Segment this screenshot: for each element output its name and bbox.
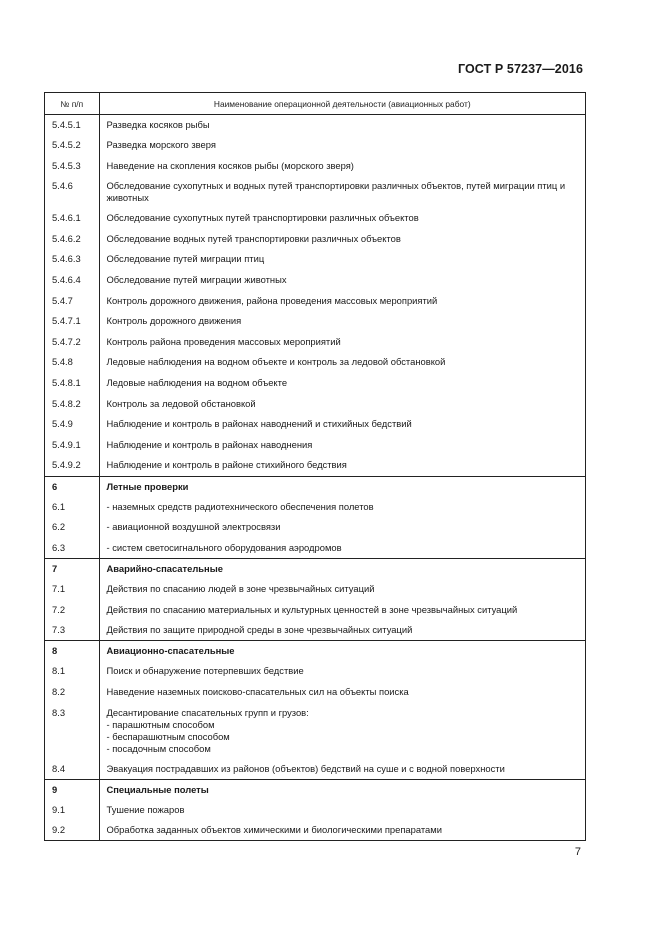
activity-text: Авиационно-спасательные [106, 645, 235, 657]
activity-text: Эвакуация пострадавших из районов (объектов) бедствий на суше и с водной поверхности [106, 762, 505, 774]
activity-text: Обследование водных путей транспортировки различных объектов [106, 232, 401, 244]
row-number: 5.4.7 [45, 291, 99, 312]
activity-text: Действия по спасанию людей в зоне чрезвычайных ситуаций [106, 582, 375, 594]
activity-text: Наблюдение и контроль в районах наводнений и стихийных бедствий [106, 418, 412, 430]
activity-text: Тушение пожаров [106, 803, 185, 815]
table-row [45, 820, 585, 841]
row-activity-name [99, 579, 585, 600]
activity-text: Действия по защите природной среды в зоне чрезвычайных ситуаций [106, 624, 413, 636]
row-number: 5.4.6.1 [45, 208, 99, 229]
column-header-number: № п/п [45, 93, 99, 115]
activity-text: Ледовые наблюдения на водном объекте [106, 377, 288, 389]
row-number: 5.4.9.1 [45, 435, 99, 456]
table-row [45, 414, 585, 435]
row-activity-name [99, 176, 585, 208]
row-number: 7.3 [45, 620, 99, 641]
row-number: 5.4.8.1 [45, 373, 99, 394]
section-row [45, 779, 585, 800]
activity-text: Разведка косяков рыбы [106, 119, 210, 130]
row-activity-name [99, 600, 585, 621]
activity-text: Наблюдение и контроль в районе стихийного бедствия [106, 459, 347, 471]
table-row [45, 620, 585, 641]
row-number: 5.4.5.2 [45, 135, 99, 156]
table-row [45, 800, 585, 821]
row-activity-name [99, 641, 585, 662]
operations-table [44, 92, 586, 841]
table-row [45, 176, 585, 208]
table-row [45, 435, 585, 456]
activity-text: Наведение наземных поисково-спасательных сил на объекты поиска [106, 685, 409, 697]
activity-text: - авиационной воздушной электросвязи [106, 521, 281, 533]
row-number: 8 [45, 641, 99, 662]
table-row [45, 703, 585, 759]
row-activity-name [99, 620, 585, 641]
row-activity-name [99, 414, 585, 435]
table-row [45, 517, 585, 538]
table-row [45, 208, 585, 229]
table-header-row [45, 93, 585, 115]
row-number: 8.3 [45, 703, 99, 759]
row-number: 5.4.7.1 [45, 311, 99, 332]
activity-text: Наведение на скопления косяков рыбы (морского зверя) [106, 159, 354, 171]
row-number: 5.4.9.2 [45, 455, 99, 476]
activity-text: Обработка заданных объектов химическими и биологическими препаратами [106, 824, 442, 836]
row-number: 5.4.6 [45, 176, 99, 208]
row-activity-name [99, 661, 585, 682]
row-activity-name [99, 682, 585, 703]
section-row [45, 558, 585, 579]
table-row [45, 311, 585, 332]
row-activity-name [99, 156, 585, 177]
row-number: 9 [45, 779, 99, 800]
row-activity-name [99, 135, 585, 156]
table-row [45, 115, 585, 136]
activity-text: Контроль дорожного движения, района проведения массовых мероприятий [106, 294, 438, 306]
row-activity-name [99, 558, 585, 579]
activity-text: Действия по спасанию материальных и культурных ценностей в зоне чрезвычайных ситуаций [106, 603, 518, 615]
activity-text: Контроль за ледовой обстановкой [106, 397, 256, 409]
row-activity-name [99, 455, 585, 476]
activity-subitem: - беспарашютным способом [106, 730, 230, 742]
row-activity-name [99, 800, 585, 821]
activity-text: - наземных средств радиотехнического обеспечения полетов [106, 500, 374, 512]
table-row [45, 538, 585, 559]
activity-text: Ледовые наблюдения на водном объекте и контроль за ледовой обстановкой [106, 356, 446, 368]
row-number: 5.4.6.3 [45, 249, 99, 270]
activity-text: Обследование путей миграции птиц [106, 253, 265, 265]
table-row [45, 373, 585, 394]
row-number: 5.4.8 [45, 352, 99, 373]
table-row [45, 249, 585, 270]
row-activity-name [99, 291, 585, 312]
activity-text: Поиск и обнаружение потерпевших бедствие [106, 665, 304, 677]
row-number: 5.4.9 [45, 414, 99, 435]
row-activity-name [99, 703, 585, 759]
row-number: 6.1 [45, 497, 99, 518]
activity-text: Десантирование спасательных групп и грузов: [106, 706, 309, 718]
row-number: 5.4.7.2 [45, 332, 99, 353]
row-activity-name [99, 820, 585, 841]
activity-text: Контроль района проведения массовых мероприятий [106, 335, 341, 347]
row-activity-name [99, 249, 585, 270]
row-activity-name [99, 476, 585, 497]
activity-text: Обследование сухопутных путей транспортировки различных объектов [106, 212, 419, 224]
table-row [45, 156, 585, 177]
row-number: 6.2 [45, 517, 99, 538]
row-number: 5.4.6.2 [45, 229, 99, 250]
row-number: 9.1 [45, 800, 99, 821]
table-row [45, 455, 585, 476]
section-row [45, 641, 585, 662]
row-number: 7 [45, 558, 99, 579]
row-number: 7.1 [45, 579, 99, 600]
activity-text: Летные проверки [106, 480, 189, 492]
table-row [45, 352, 585, 373]
row-number: 5.4.8.2 [45, 394, 99, 415]
table-row [45, 759, 585, 780]
row-number: 8.4 [45, 759, 99, 780]
page-number: 7 [574, 846, 581, 858]
row-number: 8.2 [45, 682, 99, 703]
row-number: 7.2 [45, 600, 99, 621]
row-activity-name [99, 779, 585, 800]
section-row [45, 476, 585, 497]
table-row [45, 600, 585, 621]
row-number: 5.4.5.3 [45, 156, 99, 177]
row-activity-name [99, 759, 585, 780]
activity-text: Обследование путей миграции животных [106, 274, 287, 286]
table-row [45, 291, 585, 312]
row-activity-name [99, 394, 585, 415]
row-number: 5.4.5.1 [45, 115, 99, 136]
row-activity-name [99, 435, 585, 456]
row-activity-name [99, 373, 585, 394]
table-row [45, 497, 585, 518]
row-activity-name [99, 311, 585, 332]
table-body [45, 115, 585, 841]
row-activity-name [99, 517, 585, 538]
activity-text: Контроль дорожного движения [106, 315, 242, 327]
row-activity-name [99, 208, 585, 229]
table-row [45, 661, 585, 682]
column-header-name: Наименование операционной деятельности (авиационных работ) [99, 93, 585, 115]
table-row [45, 579, 585, 600]
activity-subitem: - парашютным способом [106, 718, 215, 730]
row-number: 6.3 [45, 538, 99, 559]
activity-text: Специальные полеты [106, 783, 209, 795]
activity-text: Наблюдение и контроль в районах наводнения [106, 438, 313, 450]
table-row [45, 135, 585, 156]
row-activity-name [99, 538, 585, 559]
row-activity-name [99, 332, 585, 353]
activity-text: Разведка морского зверя [106, 139, 216, 151]
row-activity-name [99, 115, 585, 136]
table-row [45, 332, 585, 353]
row-number: 9.2 [45, 820, 99, 841]
activity-text: Аварийно-спасательные [106, 562, 223, 574]
table-row [45, 229, 585, 250]
row-activity-name [99, 270, 585, 291]
activity-subitem: - посадочным способом [106, 742, 211, 754]
table-row [45, 682, 585, 703]
row-number: 5.4.6.4 [45, 270, 99, 291]
row-activity-name [99, 352, 585, 373]
row-activity-name [99, 229, 585, 250]
document-code: ГОСТ Р 57237—2016 [457, 62, 583, 76]
row-number: 8.1 [45, 661, 99, 682]
activity-text: Обследование сухопутных и водных путей транспортировки различных объектов, путей миграции птиц и животных [106, 180, 566, 204]
row-activity-name [99, 497, 585, 518]
table-row [45, 394, 585, 415]
activity-text: - систем светосигнального оборудования аэродромов [106, 541, 342, 553]
table-row [45, 270, 585, 291]
row-number: 6 [45, 476, 99, 497]
